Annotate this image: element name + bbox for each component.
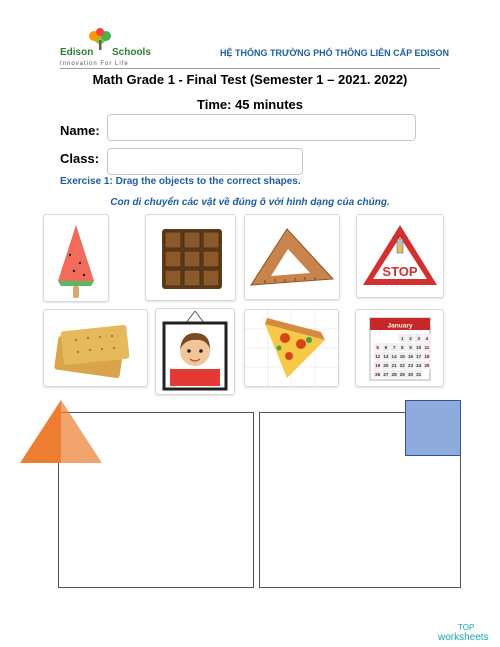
drag-item-calendar[interactable]: [355, 309, 444, 387]
test-title: Math Grade 1 - Final Test (Semester 1 – 2021. 2022): [92, 72, 408, 87]
calendar-day-label: 20: [383, 363, 389, 368]
calendar-day-label: 10: [416, 345, 422, 350]
triangle-shape: [20, 400, 102, 464]
calendar-day-label: 7: [392, 345, 396, 350]
calendar-day-label: 5: [376, 345, 379, 350]
calendar-day-label: 6: [384, 345, 388, 350]
exercise-instruction: Exercise 1: Drag the objects to the correct shapes.: [60, 176, 301, 187]
calendar-day-label: 2: [409, 336, 412, 341]
calendar-day-label: 18: [424, 354, 430, 359]
calendar-icon: [356, 310, 443, 386]
name-field[interactable]: [107, 114, 416, 141]
drag-item-crackers[interactable]: [43, 309, 148, 387]
calendar-day-label: 3: [417, 336, 420, 341]
square-shape: [405, 400, 461, 456]
calendar-day-label: 30: [407, 372, 414, 377]
calendar-day-label: 11: [424, 345, 430, 350]
calendar-day-label: 15: [399, 354, 405, 359]
calendar-day-label: 13: [383, 354, 389, 359]
calendar-day-label: 1: [401, 336, 404, 341]
calendar-day-label: 31: [416, 372, 422, 377]
drag-item-ruler[interactable]: [244, 214, 340, 300]
logo-word-2: Schools: [112, 47, 151, 58]
header-divider: [60, 68, 440, 69]
logo-tagline: Innovation For Life: [60, 61, 129, 67]
calendar-day-label: 9: [409, 345, 412, 350]
drag-item-chocolate[interactable]: [145, 214, 236, 301]
calendar-day-label: 12: [375, 354, 381, 359]
name-label: Name:: [60, 123, 100, 138]
triangle-ruler-icon: [245, 215, 339, 299]
calendar-day-label: 27: [383, 372, 389, 377]
logo-word-1: Edison: [60, 47, 94, 58]
calendar-day-label: 21: [391, 363, 397, 368]
drag-item-popsicle[interactable]: [43, 214, 109, 302]
class-label: Class:: [60, 151, 100, 166]
class-field[interactable]: [107, 148, 303, 175]
calendar-day-label: 29: [399, 372, 405, 377]
stop-sign-text: STOP: [382, 264, 418, 279]
calendar-day-label: 14: [391, 354, 397, 359]
test-time: Time: 45 minutes: [197, 97, 303, 112]
calendar-day-label: 26: [375, 372, 381, 377]
calendar-day-label: 19: [375, 363, 381, 368]
drag-item-portrait[interactable]: [155, 308, 235, 395]
chocolate-bar-icon: [146, 215, 235, 300]
calendar-day-label: 24: [416, 363, 422, 368]
stop-sign-icon: [357, 215, 443, 297]
calendar-day-label: 23: [407, 363, 414, 368]
school-name: HỆ THỐNG TRƯỜNG PHỔ THÔNG LIÊN CẤP EDISON: [220, 48, 449, 58]
calendar-day-label: 16: [407, 354, 414, 359]
calendar-day-label: 22: [399, 363, 405, 368]
calendar-day-label: 25: [424, 363, 430, 368]
calendar-day-label: 4: [425, 336, 429, 341]
crackers-icon: [44, 310, 147, 386]
drag-item-stop-sign[interactable]: [356, 214, 444, 298]
exercise-instruction-vi: Con di chuyển các vật về đúng ô với hình dạng của chúng.: [110, 197, 390, 208]
calendar-day-label: 8: [401, 345, 404, 350]
watermark-worksheets: worksheets: [438, 632, 489, 643]
framed-portrait-icon: [156, 309, 234, 394]
calendar-day-label: 28: [391, 372, 397, 377]
drag-item-pizza[interactable]: [244, 309, 339, 387]
popsicle-icon: [44, 215, 108, 301]
calendar-month: January: [387, 322, 413, 330]
calendar-day-label: 17: [416, 354, 422, 359]
watermark-top: TOP: [458, 623, 475, 632]
pizza-slice-icon: [245, 310, 338, 386]
